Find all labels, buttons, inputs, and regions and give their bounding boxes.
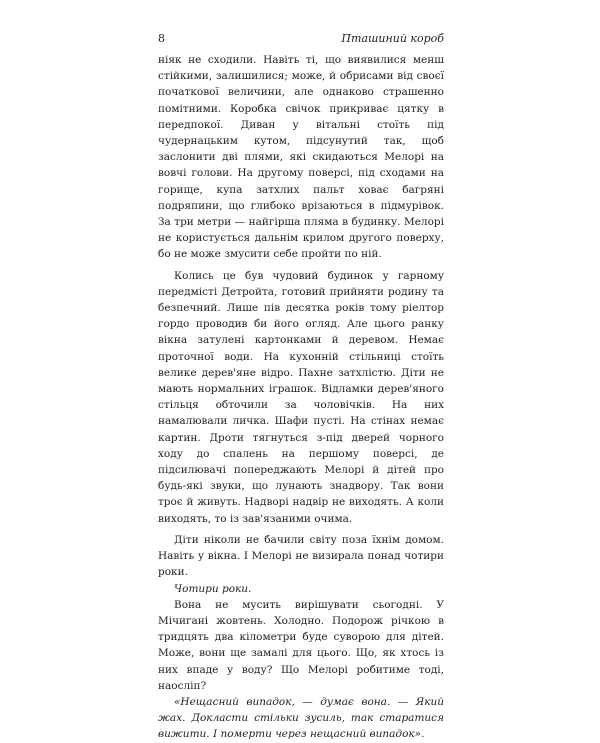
paragraph: Чотири роки. (174, 582, 252, 595)
paragraph: «Нещасний випадок, — думає вона. — Який жах. Докласти стільки зусиль, так старатися вижити. І померти через нещасний випадок». (158, 695, 444, 741)
paragraph: Колись це був чудовий будинок у гарному передмісті Детройта, готовий прийняти родину та безпечний. Лише пів десятка років тому ріелтор гордо проводив би його огляд. Але цього ранку вікна затулені картонками й деревом. Немає проточної води. На кухонній стільниці стоїть велике дерев'яне відро. Пахне затхлістю. Діти не мають нормальних іграшок. Відламки дерев'яного стільця обточили за чоловічків. На них намалювали личка. Шафи пусті. На стінах немає картин. Дроти тягнуться з-під дверей чорного ходу до спалень на першому поверсі, де підсилювачі попереджають Мелорі й дітей про будь-які звуки, що лунають знадвору. Так вони троє й живуть. Надворі надвір не виходять. А коли виходять, то із зав'язаними очима. (158, 269, 444, 525)
paragraph: ніяк не сходили. Навіть ті, що виявилися менш стійкими, залишилися; може, й обрисами від своєї початкової величини, але однаково страшенно помітними. Коробка свічок прикриває цятку в передпокої. Диван у вітальні стоїть під чудернацьким кутом, підсунутий так, щоб заслонити дві плями, які скидаються Мелорі на вовчі голови. На другому поверсі, під сходами на горище, купа затхлих пальт ховає багряні подряпини, що глибоко врізаються в підмурівок. За три метри — найгірша пляма в будинку. Мелорі не користується дальнім крилом другого поверху, бо не може змусити себе пройти по ній. (158, 54, 444, 261)
paragraph: Діти ніколи не бачили світу поза їхнім домом. Навіть у вікна. І Мелорі не визирала понад чотири роки. (158, 533, 444, 579)
running-title: Пташиний короб (341, 32, 444, 45)
paragraph: Вона не мусить вирішувати сьогодні. У Мічигані жовтень. Холодно. Подорож річкою в тридцять два кілометри буде суворою для дітей. Може, вони ще замалі для цього. Що, як хтось із них впаде у воду? Що Мелорі робитиме тоді, наосліп? (158, 598, 444, 692)
page-number: 8 (158, 32, 165, 45)
body-text (158, 52, 444, 743)
page-header (158, 30, 444, 48)
